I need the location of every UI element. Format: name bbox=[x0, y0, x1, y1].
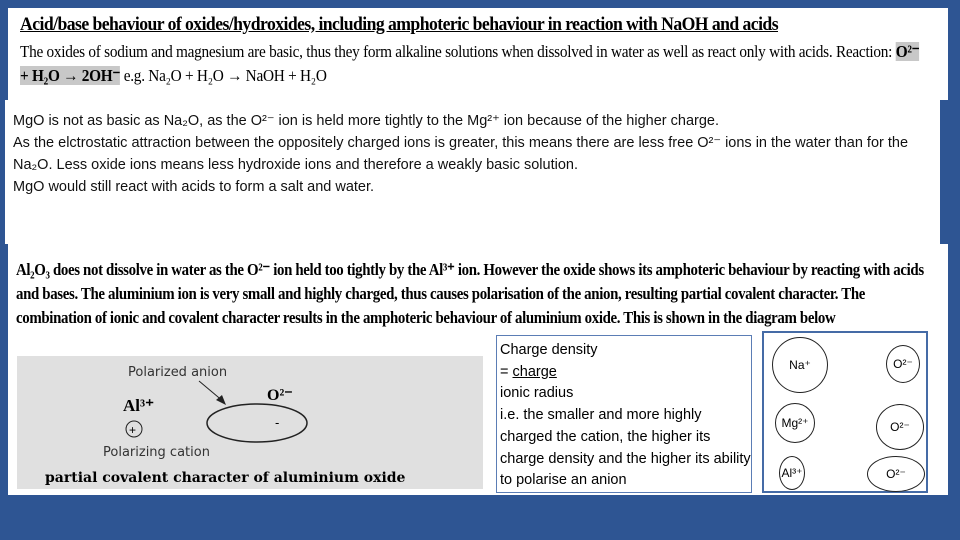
ion-size-diagram bbox=[762, 331, 928, 493]
cd-numerator: charge bbox=[512, 363, 557, 380]
charge-density-box bbox=[496, 335, 752, 493]
cd-denominator: ionic radius bbox=[500, 385, 574, 402]
intro-sentence: The oxides of sodium and magnesium are basic, thus they form alkaline solutions when dissolved in water as well as react only with acids. Reaction: bbox=[20, 42, 896, 61]
mgo-line-1: MgO is not as basic as Na₂O, as the O²⁻ ion is held more tightly to the Mg²⁺ ion because of the higher charge. bbox=[13, 113, 720, 129]
oxide-ion-1: O²⁻ bbox=[886, 345, 920, 383]
cd-equals: = bbox=[500, 363, 513, 380]
na-ion: Na⁺ bbox=[772, 337, 828, 393]
mgo-line-3: MgO would still react with acids to form a salt and water. bbox=[13, 179, 375, 195]
aluminium-oxide-panel bbox=[8, 244, 948, 495]
plus-sign: + bbox=[129, 423, 137, 437]
polarized-anion-label: Polarized anion bbox=[128, 365, 228, 380]
alumina-text: Al₂O₃ does not dissolve in water as the O²⁻ ion held too tightly by the Al³⁺ ion. However the oxide shows its amphoteric behaviour by reacting with acids and bases. The aluminium ion is very small and highly charged, thus causes polarisation of the anion, resulting partial covalent character. The combination of ionic and covalent character results in the amphoteric behaviour of aluminium oxide. This is shown in the diagram below bbox=[16, 260, 924, 327]
magnesium-oxide-panel bbox=[5, 100, 940, 244]
reaction-equation: O²⁻ + H₂O → 2OH⁻ bbox=[20, 42, 920, 85]
mg-ion: Mg²⁺ bbox=[775, 403, 815, 443]
minus-sign: - bbox=[275, 415, 280, 430]
oxide-ion-2: O²⁻ bbox=[876, 404, 924, 450]
header-panel bbox=[8, 8, 948, 100]
anion-label: O²⁻ bbox=[267, 387, 293, 404]
slide-title: Acid/base behaviour of oxides/hydroxides, including amphoteric behaviour in reaction with NaOH and acids bbox=[20, 14, 779, 35]
cation-label: Al³⁺ bbox=[123, 396, 155, 415]
example-equation: e.g. Na₂O + H₂O → NaOH + H₂O bbox=[120, 66, 327, 85]
intro-text bbox=[20, 40, 920, 88]
oxide-ion-3: O²⁻ bbox=[867, 456, 925, 492]
polarizing-cation-label: Polarizing cation bbox=[103, 445, 210, 460]
mgo-line-2: As the elctrostatic attraction between the oppositely charged ions is greater, this means there are less free O²⁻ ions in the water than for the Na₂O. Less oxide ions means less hydroxide ions and therefore a weakly basic solution. bbox=[13, 135, 909, 173]
al-ion: Al³⁺ bbox=[779, 456, 805, 490]
diagram-caption: partial covalent character of aluminium oxide bbox=[45, 470, 406, 486]
anion-ellipse bbox=[207, 404, 307, 442]
polarisation-svg bbox=[17, 356, 483, 489]
polarisation-diagram bbox=[17, 356, 483, 489]
cd-title: Charge density bbox=[500, 342, 598, 358]
cd-explanation: i.e. the smaller and more highly charged the cation, the higher its charge density and the higher its ability to polarise an anion bbox=[500, 407, 751, 489]
cd-formula bbox=[500, 362, 751, 384]
